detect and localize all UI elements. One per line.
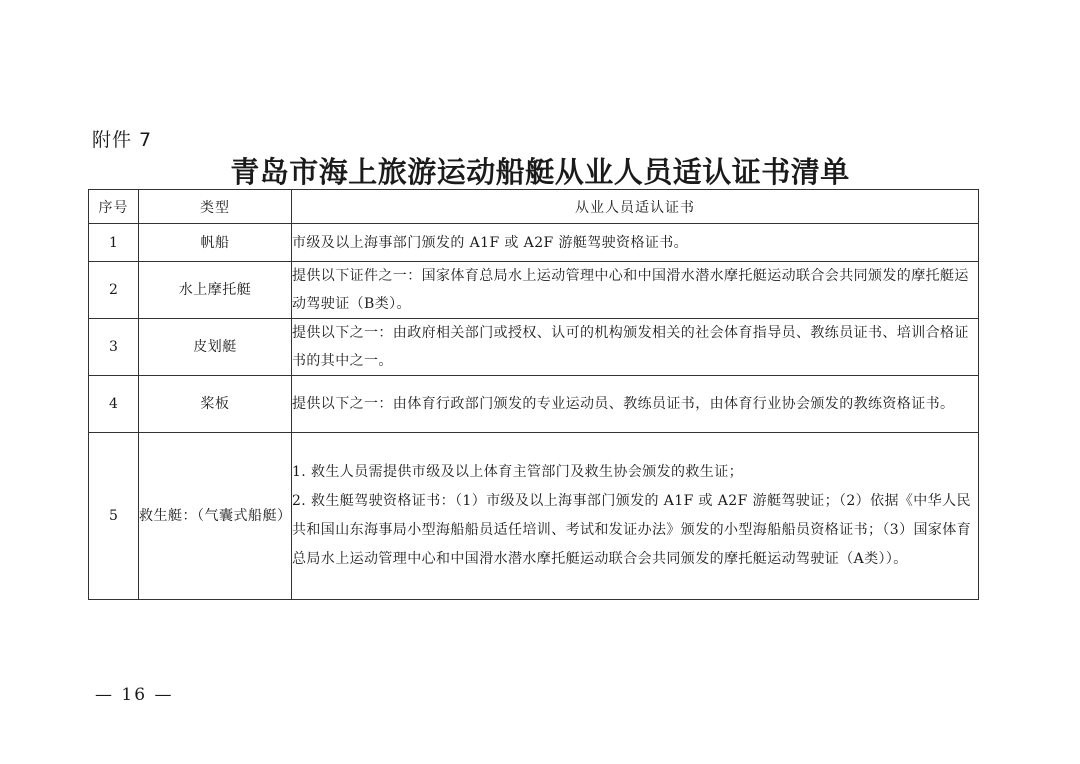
page-number: — 16 — — [95, 685, 174, 705]
header-no: 序号 — [89, 190, 139, 224]
row-requirement: 提供以下之一：由政府相关部门或授权、认可的机构颁发相关的社会体育指导员、教练员证书、培训合格证书的其中之一。 — [292, 319, 979, 376]
header-certificate: 从业人员适认证书 — [292, 190, 979, 224]
document-title: 青岛市海上旅游运动船艇从业人员适认证书清单 — [230, 155, 850, 189]
certificate-table — [88, 189, 979, 600]
row-requirement: 提供以下之一：由体育行政部门颁发的专业运动员、教练员证书，由体育行业协会颁发的教练资格证书。 — [292, 376, 979, 433]
header-type: 类型 — [139, 190, 292, 224]
table-row — [89, 224, 979, 262]
row-requirement: 市级及以上海事部门颁发的 A1F 或 A2F 游艇驾驶资格证书。 — [292, 224, 979, 262]
row-no: 1 — [89, 224, 139, 262]
row-type: 帆船 — [139, 224, 292, 262]
row-no: 4 — [89, 376, 139, 433]
row-type: 水上摩托艇 — [139, 262, 292, 319]
row-type: 救生艇：（气囊式船艇） — [139, 433, 292, 600]
row-requirement — [292, 433, 979, 600]
table-row — [89, 319, 979, 376]
table-header-row — [89, 190, 979, 224]
table-row — [89, 433, 979, 600]
row-type: 皮划艇 — [139, 319, 292, 376]
row-type: 桨板 — [139, 376, 292, 433]
requirement-item: 2. 救生艇驾驶资格证书：（1）市级及以上海事部门颁发的 A1F 或 A2F 游艇驾驶证；（2）依据《中华人民共和国山东海事局小型海船船员适任培训、考试和发证办法》颁发的小型海船船员资格证书；（3）国家体育总局水上运动管理中心和中国滑水潜水摩托艇运动联合会共同颁发的摩托艇运动驾驶证（A类））。 — [292, 493, 972, 567]
attachment-label: 附件 7 — [92, 129, 153, 151]
requirement-item: 1. 救生人员需提供市级及以上体育主管部门及救生协会颁发的救生证； — [292, 464, 744, 480]
table-row — [89, 262, 979, 319]
row-requirement: 提供以下证件之一：国家体育总局水上运动管理中心和中国滑水潜水摩托艇运动联合会共同颁发的摩托艇运动驾驶证（B类）。 — [292, 262, 979, 319]
row-no: 2 — [89, 262, 139, 319]
row-no: 3 — [89, 319, 139, 376]
row-no: 5 — [89, 433, 139, 600]
table-row — [89, 376, 979, 433]
